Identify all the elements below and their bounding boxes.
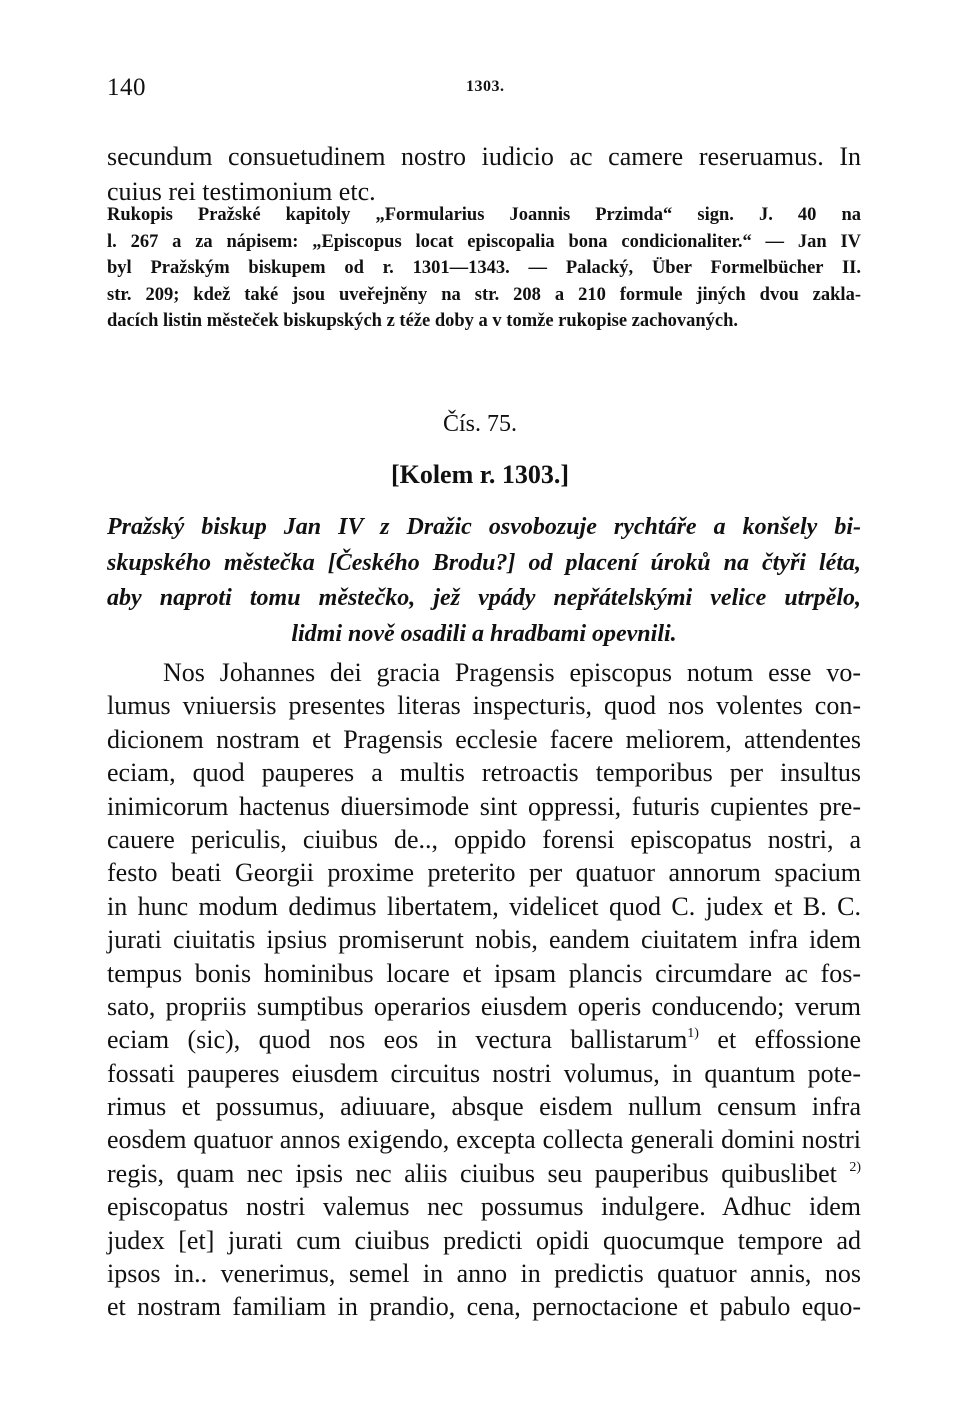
document-date: [Kolem r. 1303.] (390, 460, 570, 489)
text-line-with-footnote (107, 1023, 861, 1056)
text-line: jurati ciuitatis ipsius promiserunt nobis, eandem ciuitatem infra idem (107, 925, 861, 955)
text-line: eosdem quatuor annos exigendo, excepta collecta generali domini nostri (107, 1125, 861, 1155)
text-line: cauere periculis, ciuibus de.., oppido forensi episcopatus nostri, a (107, 824, 861, 854)
text-line: in hunc modum dedimus libertatem, videlicet quod C. judex et B. C. (107, 891, 861, 921)
text-line-with-footnote (107, 1157, 861, 1190)
text-line: episcopatus nostri valemus nec possumus indulgere. Adhuc idem (107, 1192, 861, 1222)
summary-line: skupského městečka [Českého Brodu?] od placení úroků na čtyři léta, (107, 549, 861, 576)
text-line: ipsos in.. venerimus, semel in anno in predictis quatuor annis, nos (107, 1259, 861, 1289)
text-line: secundum consuetudinem nostro iudicio ac camere reseruamus. In (107, 142, 861, 171)
document-summary (107, 510, 861, 652)
note-line: l. 267 a za nápisem: „Episcopus locat episcopalia bona condicionaliter.“ — Jan IV (107, 231, 861, 252)
page-number: 140 (107, 74, 146, 101)
source-note (107, 202, 861, 335)
text-line: eciam, quod pauperes a multis retroactis temporibus per insultus (107, 758, 861, 788)
document-number: Čís. 75. (442, 411, 517, 437)
text-line: dicionem nostram et Pragensis ecclesie facere meliorem, attendentes (107, 724, 861, 754)
running-head-year: 1303. (466, 78, 505, 95)
summary-line: Pražský biskup Jan IV z Dražic osvobozuje rychtáře a konšely bi- (107, 514, 861, 540)
summary-line: aby naproti tomu městečko, jež vpády nepřátelskými velice utrpělo, (107, 585, 861, 611)
text-line: festo beati Georgii proxime preterito per quatuor annorum spacium (107, 858, 861, 888)
text-line: rimus et possumus, adiuuare, absque eisdem nullum censum infra (107, 1092, 861, 1122)
footnote-mark-2: 2) (849, 1159, 862, 1175)
footnote-mark-1: 1) (687, 1026, 699, 1042)
text-segment: eciam (sic), quod nos eos in vectura ballistarum (107, 1025, 688, 1055)
text-segment: regis, quam nec ipsis nec aliis ciuibus seu pauperibus quibuslibet (107, 1158, 837, 1188)
text-line: fossati pauperes eiusdem circuitus nostri volumus, in quantum pote- (107, 1058, 861, 1088)
text-segment: et effossione (698, 1025, 861, 1055)
text-line: et nostram familiam in prandio, cena, pernoctacione et pabulo equo- (107, 1292, 861, 1322)
text-line: tempus bonis hominibus locare et ipsam plancis circumdare ac fos- (107, 958, 861, 988)
note-line: dacích listin městeček biskupských z téže doby a v tomže rukopise zachovaných. (107, 311, 739, 331)
text-line: inimicorum hactenus diuersimode sint oppressi, futuris cupientes pre- (107, 791, 861, 821)
text-line: cuius rei testimonium etc. (107, 177, 376, 206)
text-line: lumus vniuersis presentes literas inspecturis, quod nos volentes con- (107, 691, 861, 721)
note-line: Rukopis Pražské kapitoly „Formularius Joannis Przimda“ sign. J. 40 na (107, 205, 861, 225)
document-text (107, 656, 861, 1324)
text-line: judex [et] jurati cum ciuibus predicti opidi quocumque tempore ad (107, 1225, 861, 1255)
summary-line: lidmi nově osadili a hradbami opevnili. (291, 620, 677, 647)
note-line: byl Pražským biskupem od r. 1301—1343. — Palacký, Über Formelbücher II. (107, 258, 861, 278)
text-line: Nos Johannes dei gracia Pragensis episcopus notum esse vo- (163, 658, 861, 687)
note-line: str. 209; kdež také jsou uveřejněny na str. 208 a 210 formule jiných dvou zakla- (107, 284, 861, 305)
previous-document-ending (107, 139, 861, 209)
text-line: sato, propriis sumptibus operarios eiusdem operis conducendo; verum (107, 991, 861, 1021)
